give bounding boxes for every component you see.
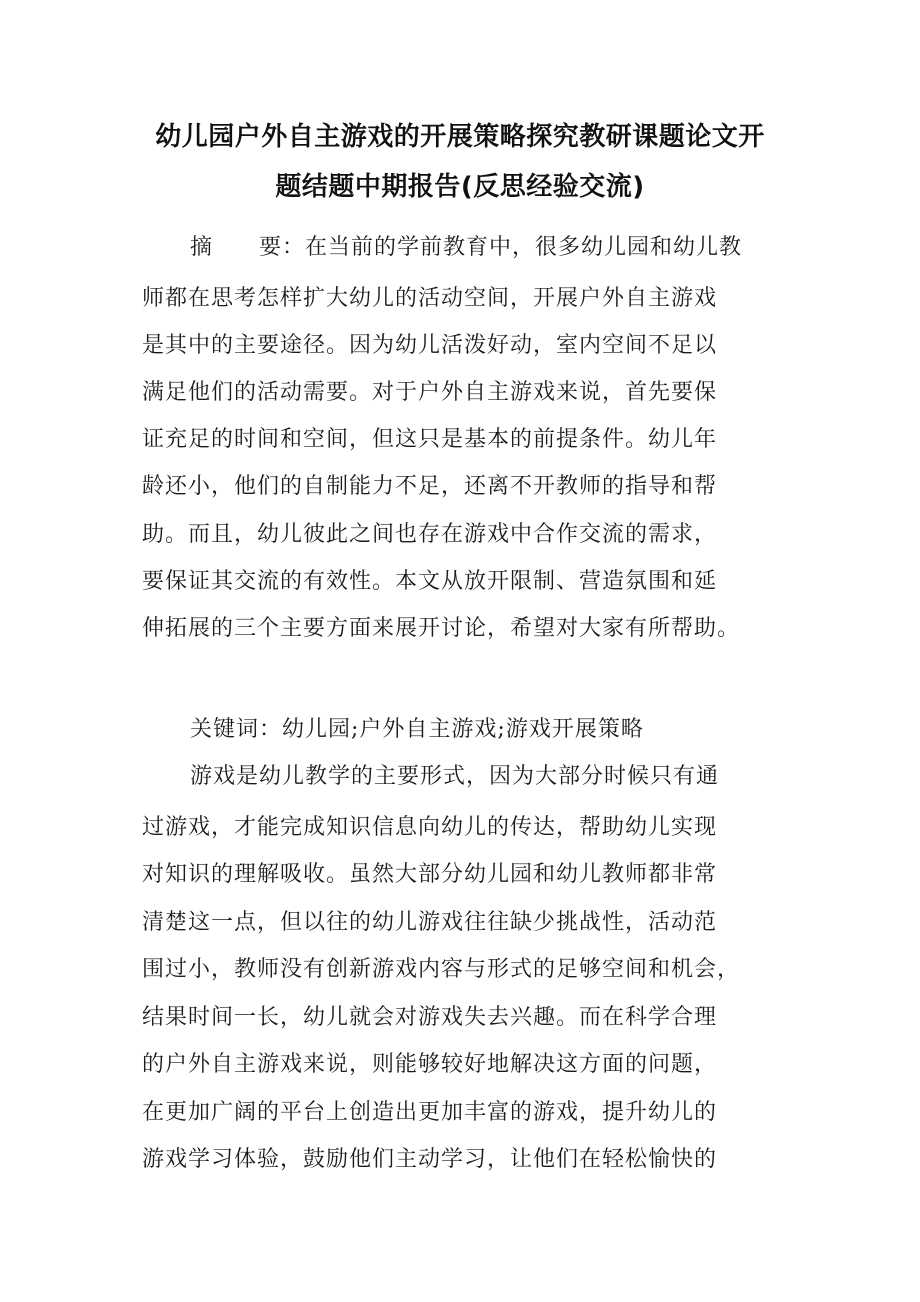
title-line-2: 题结题中期报告(反思经验交流) — [275, 172, 645, 202]
abstract-line: 满足他们的活动需要。对于户外自主游戏来说，首先要保 — [142, 380, 718, 405]
body-line: 过游戏，才能完成知识信息向幼儿的传达，帮助幼儿实现 — [142, 815, 718, 840]
body-line: 围过小，教师没有创新游戏内容与形式的足够空间和机会， — [142, 957, 741, 982]
body-line: 的户外自主游戏来说，则能够较好地解决这方面的问题， — [142, 1052, 718, 1077]
abstract-line: 伸拓展的三个主要方面来展开讨论，希望对大家有所帮助。 — [142, 616, 741, 641]
abstract-line: 是其中的主要途径。因为幼儿活泼好动，室内空间不足以 — [142, 333, 718, 358]
abstract-line: 证充足的时间和空间，但这只是基本的前提条件。幼儿年 — [142, 427, 718, 452]
abstract-line: 摘 要：在当前的学前教育中，很多幼儿园和幼儿教 — [190, 235, 743, 260]
abstract-line: 助。而且，幼儿彼此之间也存在游戏中合作交流的需求， — [142, 522, 718, 547]
body-line: 清楚这一点，但以往的幼儿游戏往往缺少挑战性，活动范 — [142, 910, 718, 935]
document-title — [120, 112, 800, 212]
keywords-line: 关键词：幼儿园;户外自主游戏;游戏开展策略 — [190, 717, 644, 742]
body-line: 游戏是幼儿教学的主要形式，因为大部分时候只有通 — [190, 764, 720, 789]
title-line-1: 幼儿园户外自主游戏的开展策略探究教研课题论文开 — [155, 122, 765, 152]
body-line: 结果时间一长，幼儿就会对游戏失去兴趣。而在科学合理 — [142, 1005, 718, 1030]
abstract-line: 要保证其交流的有效性。本文从放开限制、营造氛围和延 — [142, 569, 718, 594]
body-line: 游戏学习体验，鼓励他们主动学习，让他们在轻松愉快的 — [142, 1147, 718, 1172]
body-line: 对知识的理解吸收。虽然大部分幼儿园和幼儿教师都非常 — [142, 862, 718, 887]
abstract-line: 师都在思考怎样扩大幼儿的活动空间，开展户外自主游戏 — [142, 286, 718, 311]
abstract-line: 龄还小，他们的自制能力不足，还离不开教师的指导和帮 — [142, 474, 718, 499]
body-line: 在更加广阔的平台上创造出更加丰富的游戏，提升幼儿的 — [142, 1100, 718, 1125]
